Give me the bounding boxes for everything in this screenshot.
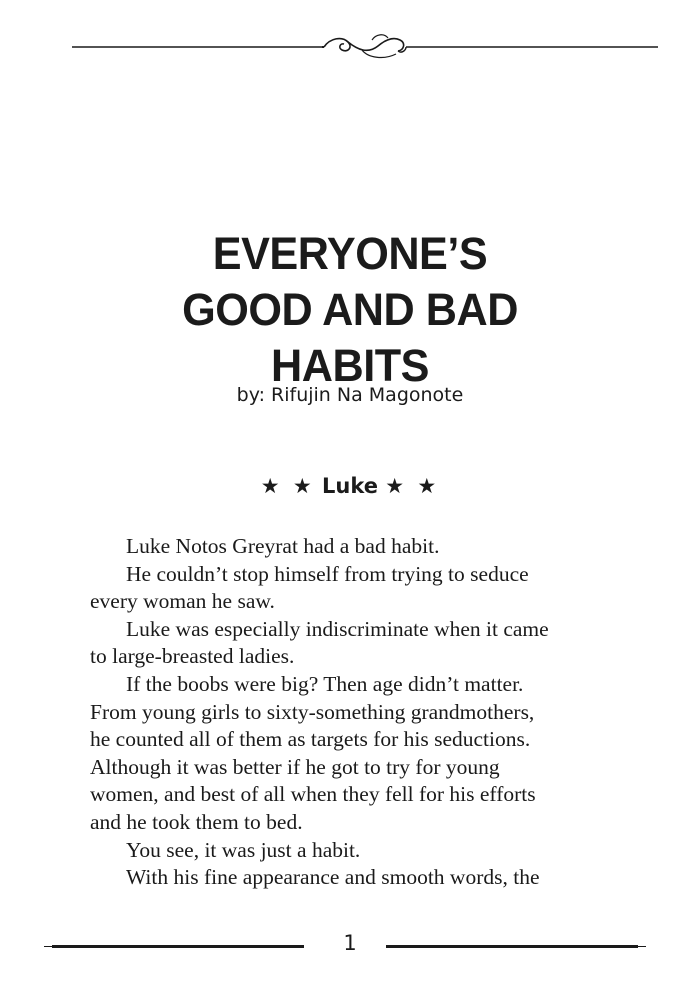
body-line: Luke was especially indiscriminate when it came <box>126 616 549 641</box>
body-line: women, and best of all when they fell for his efforts <box>90 782 536 807</box>
body-line: he counted all of them as targets for his seductions. <box>90 727 531 752</box>
star-icon: ★ ★ <box>385 474 440 498</box>
title-line-3: HABITS <box>271 340 429 391</box>
body-line: and he took them to bed. <box>90 809 303 834</box>
star-icon: ★ ★ <box>260 474 315 498</box>
body-line: From young girls to sixty-something grandmothers, <box>90 699 535 724</box>
body-line: every woman he saw. <box>90 589 275 614</box>
title-line-2: GOOD AND BAD <box>182 284 518 335</box>
page-number: 1 <box>343 931 357 955</box>
body-line: You see, it was just a habit. <box>126 837 361 862</box>
body-line: If the boobs were big? Then age didn’t matter. <box>126 671 524 696</box>
footer-rule-left <box>52 945 304 948</box>
author-byline: by: Rifujin Na Magonote <box>236 384 464 406</box>
body-text <box>90 533 594 892</box>
body-line: With his fine appearance and smooth words, the <box>126 865 540 890</box>
body-line: Although it was better if he got to try for young <box>90 754 500 779</box>
title-line-1: EVERYONE’S <box>212 228 488 279</box>
section-heading <box>0 474 700 498</box>
section-name: Luke <box>322 474 378 498</box>
body-line: Luke Notos Greyrat had a bad habit. <box>126 534 440 558</box>
header-flourish-icon <box>72 30 658 64</box>
footer-rule-right <box>386 945 638 948</box>
chapter-title <box>0 226 700 394</box>
body-line: He couldn’t stop himself from trying to seduce <box>126 561 529 586</box>
body-line: to large-breasted ladies. <box>90 644 295 669</box>
